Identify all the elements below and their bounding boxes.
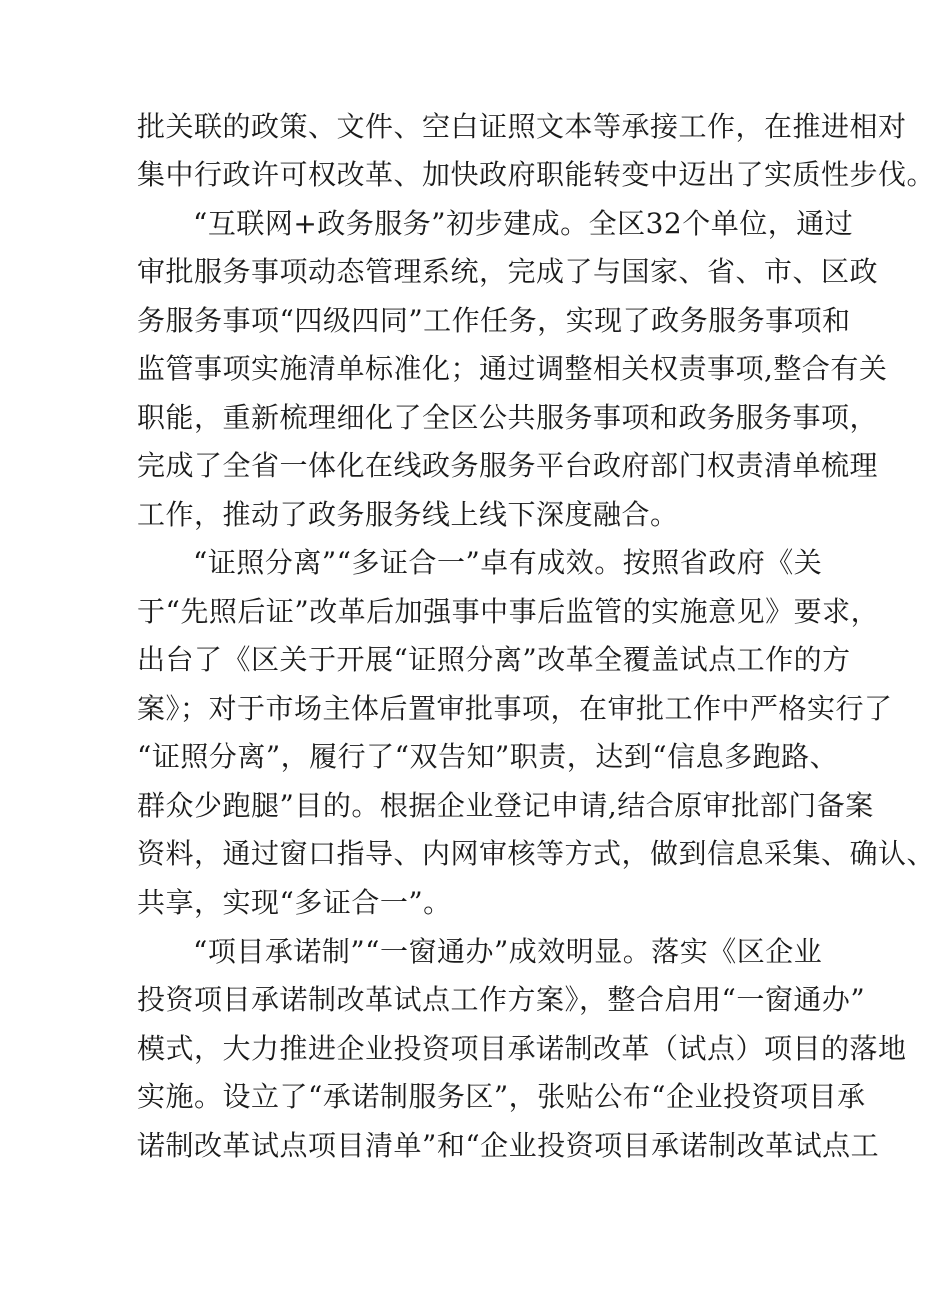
text-line: 务服务事项“四级四同”工作任务，实现了政务服务事项和 xyxy=(137,304,851,337)
paragraph-heading-line: “互联网+政务服务”初步建成。全区32个单位，通过 xyxy=(193,207,854,240)
text-line: 监管事项实施清单标准化；通过调整相关权责事项,整合有关 xyxy=(137,352,888,385)
text-line: 实施。设立了“承诺制服务区”，张贴公布“企业投资项目承 xyxy=(137,1080,866,1113)
text-line: 出台了《区关于开展“证照分离”改革全覆盖试点工作的方 xyxy=(137,643,851,676)
text-line: 集中行政许可权改革、加快政府职能转变中迈出了实质性步伐。 xyxy=(137,158,935,191)
text-line: 共享，实现“多证合一”。 xyxy=(137,886,452,919)
text-line: 职能，重新梳理细化了全区公共服务事项和政务服务事项， xyxy=(137,401,879,434)
text-line: 批关联的政策、文件、空白证照文本等承接工作，在推进相对 xyxy=(137,110,907,143)
text-line: 诺制改革试点项目清单”和“企业投资项目承诺制改革试点工 xyxy=(137,1129,880,1162)
text-line: 完成了全省一体化在线政务服务平台政府部门权责清单梳理 xyxy=(137,449,879,482)
text-line: 模式，大力推进企业投资项目承诺制改革（试点）项目的落地 xyxy=(137,1032,907,1065)
text-line: “证照分离”，履行了“双告知”职责，达到“信息多跑路、 xyxy=(137,740,839,773)
text-line: 工作，推动了政务服务线上线下深度融合。 xyxy=(137,498,679,531)
text-line: 于“先照后证”改革后加强事中事后监管的实施意见》要求， xyxy=(137,595,880,628)
text-line: 投资项目承诺制改革试点工作方案》，整合启用“一窗通办” xyxy=(137,983,866,1016)
text-line: 群众少跑腿”目的。根据企业登记申请,结合原审批部门备案 xyxy=(137,789,874,822)
text-line: 审批服务事项动态管理系统，完成了与国家、省、市、区政 xyxy=(137,255,879,288)
paragraph-heading-line: “证照分离”“多证合一”卓有成效。按照省政府《关 xyxy=(193,546,823,579)
text-line: 案》；对于市场主体后置审批事项，在审批工作中严格实行了 xyxy=(137,692,893,725)
text-line: 资料，通过窗口指导、内网审核等方式，做到信息采集、确认、 xyxy=(137,837,935,870)
paragraph-heading-line: “项目承诺制”“一窗通办”成效明显。落实《区企业 xyxy=(193,935,823,968)
